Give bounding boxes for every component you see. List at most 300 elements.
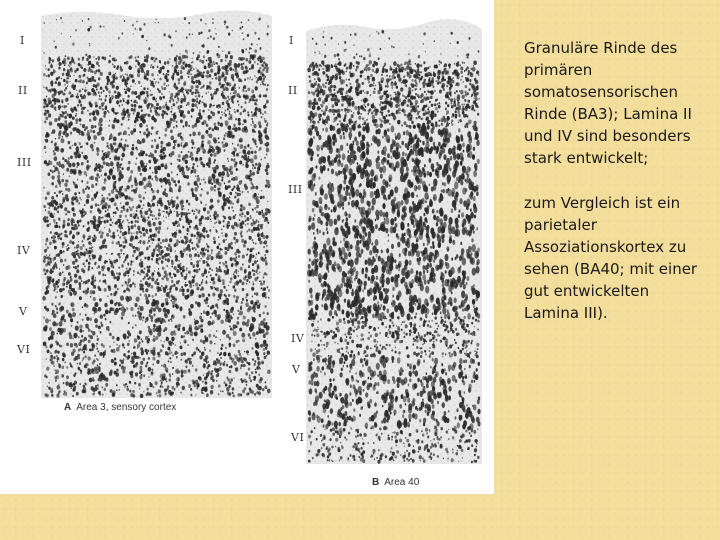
neuron-cell [110, 218, 112, 221]
neuron-cell [69, 81, 70, 83]
neuron-cell [58, 66, 60, 69]
neuron-cell [67, 265, 70, 269]
neuron-cell [170, 118, 173, 122]
neuron-cell [72, 395, 74, 397]
neuron-cell [188, 64, 191, 68]
neuron-cell [243, 110, 245, 112]
neuron-cell [265, 212, 268, 216]
neuron-cell [152, 96, 155, 100]
neuron-cell [192, 58, 193, 60]
neuron-cell [148, 216, 150, 218]
neuron-cell [210, 116, 212, 119]
neuron-cell [173, 114, 177, 119]
neuron-cell [213, 153, 216, 157]
neuron-cell [47, 110, 49, 112]
neuron-cell [211, 221, 212, 223]
neuron-cell [241, 209, 243, 211]
neuron-cell [157, 290, 159, 292]
neuron-cell [162, 277, 164, 280]
neuron-cell [100, 98, 102, 100]
neuron-cell [158, 245, 161, 249]
neuron-cell [59, 250, 62, 254]
neuron-cell [206, 297, 209, 301]
neuron-cell [109, 95, 110, 97]
neuron-cell [218, 393, 220, 395]
neuron-cell [234, 69, 237, 73]
neuron-cell [156, 260, 159, 263]
neuron-cell [195, 301, 198, 304]
neuron-cell [225, 295, 227, 298]
neuron-cell [59, 125, 62, 129]
neuron-cell [55, 90, 57, 92]
neuron-cell [95, 166, 98, 170]
neuron-cell [122, 241, 124, 244]
neuron-cell [195, 217, 197, 219]
neuron-cell [171, 44, 173, 47]
neuron-cell [178, 78, 181, 81]
neuron-cell [136, 96, 138, 98]
neuron-cell [223, 203, 225, 205]
neuron-cell [229, 62, 232, 66]
neuron-cell [257, 361, 260, 365]
neuron-cell [148, 240, 150, 243]
neuron-cell [234, 90, 237, 94]
neuron-cell [102, 265, 105, 269]
neuron-cell [97, 267, 98, 269]
neuron-cell [229, 218, 231, 221]
neuron-cell [151, 140, 153, 142]
neuron-cell [223, 263, 225, 266]
neuron-cell [171, 341, 173, 343]
neuron-cell [133, 346, 135, 348]
neuron-cell [190, 172, 191, 174]
neuron-cell [144, 76, 147, 80]
neuron-cell [150, 210, 152, 213]
neuron-cell [133, 104, 136, 108]
neuron-cell [198, 209, 200, 212]
neuron-cell [189, 284, 192, 288]
neuron-cell [154, 233, 156, 235]
neuron-cell [85, 282, 87, 285]
neuron-cell [79, 296, 82, 300]
neuron-cell [205, 75, 206, 76]
neuron-cell [214, 64, 215, 66]
neuron-cell [83, 262, 85, 265]
neuron-cell [246, 152, 248, 154]
neuron-cell [57, 58, 60, 62]
neuron-cell [92, 344, 95, 348]
neuron-cell [55, 296, 57, 299]
neuron-cell [181, 286, 183, 288]
neuron-cell [184, 241, 186, 244]
neuron-cell [227, 82, 228, 84]
neuron-cell [209, 59, 212, 63]
neuron-cell [82, 124, 85, 128]
neuron-cell [160, 320, 163, 324]
neuron-cell [43, 205, 45, 208]
neuron-cell [365, 78, 366, 80]
neuron-cell [239, 190, 241, 192]
neuron-cell [130, 175, 132, 178]
neuron-cell [71, 303, 73, 306]
neuron-cell [246, 299, 248, 302]
neuron-cell [212, 293, 215, 297]
neuron-cell [123, 358, 125, 361]
neuron-cell [139, 97, 141, 99]
neuron-cell [259, 67, 261, 70]
neuron-cell [116, 272, 118, 275]
neuron-cell [61, 111, 63, 113]
neuron-cell [176, 213, 179, 217]
neuron-cell [102, 56, 104, 59]
neuron-cell [231, 88, 233, 91]
neuron-cell [76, 96, 78, 98]
neuron-cell [165, 128, 168, 132]
neuron-cell [146, 71, 147, 73]
neuron-cell [46, 394, 49, 398]
neuron-cell [163, 33, 165, 36]
neuron-cell [353, 112, 354, 114]
neuron-cell [178, 154, 181, 158]
neuron-cell [226, 272, 228, 274]
neuron-cell [173, 180, 175, 183]
neuron-cell [157, 81, 159, 83]
neuron-cell [118, 273, 119, 275]
neuron-cell [185, 365, 187, 368]
neuron-cell [74, 197, 76, 200]
neuron-cell [183, 93, 184, 95]
neuron-cell [124, 62, 125, 64]
neuron-cell [113, 188, 114, 190]
neuron-cell [234, 109, 235, 111]
neuron-cell [214, 91, 217, 95]
neuron-cell [153, 350, 155, 353]
neuron-cell [47, 386, 48, 388]
neuron-cell [255, 86, 258, 90]
neuron-cell [264, 157, 265, 159]
neuron-cell [176, 281, 179, 285]
neuron-cell [144, 72, 145, 74]
neuron-cell [147, 219, 148, 221]
neuron-cell [94, 318, 98, 323]
neuron-cell [138, 311, 140, 314]
neuron-cell [143, 391, 144, 393]
neuron-cell [139, 357, 140, 359]
neuron-cell [214, 189, 216, 191]
neuron-cell [58, 91, 61, 95]
neuron-cell [54, 350, 57, 354]
neuron-cell [197, 228, 199, 230]
neuron-cell [256, 331, 259, 335]
neuron-cell [131, 185, 133, 188]
neuron-cell [133, 112, 135, 114]
neuron-cell [69, 362, 71, 365]
neuron-cell [263, 311, 265, 314]
neuron-cell [257, 260, 258, 262]
neuron-cell [227, 95, 229, 98]
neuron-cell [139, 305, 141, 307]
neuron-cell [184, 332, 186, 334]
neuron-cell [138, 204, 141, 208]
neuron-cell [55, 232, 58, 235]
neuron-cell [89, 378, 92, 382]
neuron-cell [154, 215, 155, 217]
neuron-cell [150, 107, 152, 110]
neuron-cell [181, 353, 184, 357]
neuron-cell [159, 78, 161, 81]
neuron-cell [56, 333, 57, 335]
neuron-cell [197, 186, 199, 188]
neuron-cell [234, 262, 237, 266]
neuron-cell [142, 240, 145, 244]
neuron-cell [207, 134, 209, 137]
neuron-cell [62, 123, 65, 127]
neuron-cell [202, 235, 204, 238]
neuron-cell [129, 381, 131, 384]
neuron-cell [225, 185, 226, 187]
neuron-cell [262, 83, 264, 85]
neuron-cell [124, 347, 125, 349]
neuron-cell [135, 220, 137, 223]
neuron-cell [139, 28, 142, 31]
neuron-cell [93, 220, 94, 222]
neuron-cell [72, 312, 76, 317]
neuron-cell [195, 253, 197, 256]
neuron-cell [154, 106, 157, 109]
neuron-cell [267, 33, 269, 36]
neuron-cell [169, 100, 171, 103]
neuron-cell [159, 60, 161, 63]
neuron-cell [212, 105, 214, 107]
neuron-cell [250, 215, 251, 217]
neuron-cell [154, 280, 157, 284]
neuron-cell [50, 357, 53, 360]
neuron-cell [98, 265, 100, 268]
neuron-cell [251, 118, 253, 120]
neuron-cell [204, 181, 206, 183]
neuron-cell [175, 242, 178, 246]
neuron-cell [116, 369, 118, 372]
neuron-cell [228, 216, 229, 218]
neuron-cell [66, 286, 68, 288]
neuron-cell [353, 56, 355, 59]
neuron-cell [255, 350, 258, 354]
neuron-cell [138, 81, 141, 84]
neuron-cell [145, 364, 147, 367]
neuron-cell [218, 243, 220, 245]
neuron-cell [161, 93, 162, 95]
neuron-cell [248, 19, 250, 21]
neuron-cell [206, 256, 209, 260]
neuron-cell [65, 126, 68, 130]
neuron-cell [222, 279, 225, 282]
neuron-cell [248, 362, 251, 365]
neuron-cell [65, 179, 67, 182]
neuron-cell [83, 225, 85, 227]
neuron-cell [242, 124, 243, 126]
neuron-cell [180, 392, 181, 394]
neuron-cell [185, 282, 186, 284]
neuron-cell [159, 97, 162, 101]
neuron-cell [262, 232, 264, 234]
neuron-cell [123, 194, 125, 196]
neuron-cell [202, 381, 204, 383]
neuron-cell [224, 76, 227, 79]
neuron-cell [190, 262, 193, 265]
neuron-cell [220, 289, 223, 293]
neuron-cell [218, 46, 220, 48]
neuron-cell [238, 255, 240, 258]
neuron-cell [96, 149, 99, 153]
neuron-cell [408, 113, 411, 117]
neuron-cell [235, 367, 238, 371]
neuron-cell [124, 386, 126, 388]
neuron-cell [70, 69, 73, 73]
neuron-cell [256, 104, 257, 106]
neuron-cell [62, 223, 65, 227]
neuron-cell [156, 392, 158, 394]
neuron-cell [256, 205, 259, 209]
neuron-cell [175, 88, 176, 90]
neuron-cell [70, 108, 73, 112]
neuron-cell [209, 127, 211, 130]
neuron-cell [267, 209, 270, 213]
neuron-cell [217, 111, 219, 114]
neuron-cell [103, 238, 106, 242]
neuron-cell [206, 70, 209, 74]
neuron-cell [164, 177, 167, 181]
neuron-cell [166, 102, 167, 104]
neuron-cell [239, 213, 241, 216]
neuron-cell [61, 90, 63, 93]
neuron-cell [162, 110, 164, 112]
neuron-cell [460, 90, 463, 95]
neuron-cell [86, 194, 89, 199]
neuron-cell [66, 366, 68, 369]
neuron-cell [138, 242, 139, 244]
neuron-cell [82, 208, 84, 211]
neuron-cell [135, 324, 137, 326]
neuron-cell [208, 364, 211, 367]
neuron-cell [251, 152, 253, 154]
neuron-cell [207, 87, 209, 90]
neuron-cell [263, 129, 266, 133]
neuron-cell [47, 256, 50, 260]
neuron-cell [244, 79, 246, 82]
neuron-cell [245, 372, 248, 375]
neuron-cell [148, 236, 150, 238]
neuron-cell [241, 301, 243, 304]
neuron-cell [149, 383, 152, 387]
neuron-cell [186, 254, 187, 255]
neuron-cell [50, 81, 52, 84]
neuron-cell [46, 163, 49, 167]
neuron-cell [86, 181, 88, 184]
neuron-cell [100, 352, 102, 355]
neuron-cell [124, 88, 125, 90]
neuron-cell [216, 330, 217, 332]
neuron-cell [198, 132, 201, 136]
neuron-cell [99, 298, 102, 301]
neuron-cell [77, 249, 79, 251]
neuron-cell [233, 331, 237, 336]
neuron-cell [230, 171, 233, 175]
neuron-cell [112, 98, 113, 100]
neuron-cell [70, 318, 73, 322]
neuron-cell [169, 246, 172, 250]
neuron-cell [44, 249, 47, 253]
neuron-cell [72, 116, 75, 119]
neuron-cell [257, 264, 260, 268]
neuron-cell [247, 150, 251, 155]
neuron-cell [76, 89, 77, 91]
neuron-cell [234, 252, 237, 256]
neuron-cell [221, 270, 222, 272]
neuron-cell [79, 362, 81, 365]
neuron-cell [139, 286, 142, 290]
neuron-cell [171, 320, 172, 322]
neuron-cell [195, 269, 198, 273]
neuron-cell [180, 132, 182, 135]
neuron-cell [239, 279, 242, 283]
neuron-cell [63, 105, 66, 108]
neuron-cell [221, 111, 222, 113]
neuron-cell [148, 328, 152, 333]
neuron-cell [213, 161, 215, 163]
neuron-cell [80, 146, 82, 148]
neuron-cell [159, 350, 161, 353]
neuron-cell [325, 82, 327, 84]
neuron-cell [215, 73, 218, 76]
neuron-cell [151, 145, 154, 149]
neuron-cell [259, 271, 260, 273]
neuron-cell [132, 261, 133, 262]
neuron-cell [170, 199, 173, 203]
neuron-cell [450, 43, 451, 45]
neuron-cell [252, 129, 255, 133]
neuron-cell [237, 109, 239, 112]
neuron-cell [140, 215, 142, 218]
neuron-cell [315, 42, 317, 45]
neuron-cell [59, 257, 60, 259]
neuron-cell [203, 71, 205, 73]
neuron-cell [162, 376, 166, 381]
neuron-cell [177, 225, 179, 227]
neuron-cell [183, 352, 186, 356]
neuron-cell [51, 337, 53, 340]
neuron-cell [255, 243, 257, 245]
neuron-cell [258, 229, 260, 231]
neuron-cell [82, 75, 84, 78]
neuron-cell [167, 144, 169, 146]
neuron-cell [82, 80, 85, 84]
neuron-cell [246, 230, 248, 232]
neuron-cell [98, 326, 101, 330]
neuron-cell [170, 135, 174, 140]
neuron-cell [148, 394, 150, 396]
neuron-cell [235, 88, 236, 89]
neuron-cell [162, 116, 164, 119]
neuron-cell [114, 187, 116, 190]
neuron-cell [105, 107, 107, 109]
neuron-cell [212, 379, 215, 382]
neuron-cell [179, 110, 182, 114]
neuron-cell [182, 288, 185, 292]
neuron-cell [252, 98, 254, 101]
neuron-cell [188, 76, 190, 78]
neuron-cell [137, 60, 139, 62]
neuron-cell [64, 116, 67, 120]
